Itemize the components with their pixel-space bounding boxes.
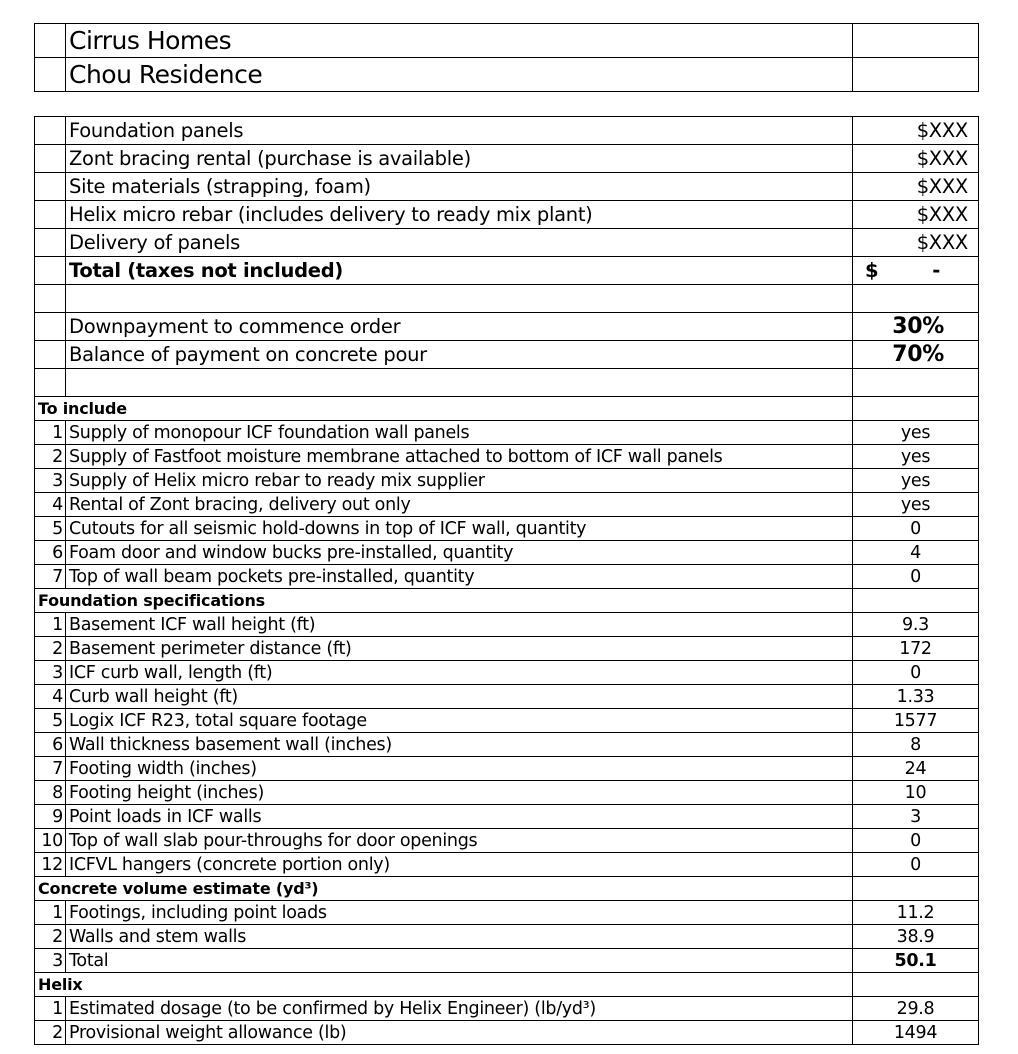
table-row	[35, 733, 979, 757]
row-number: 1	[35, 997, 66, 1021]
empty-cell	[853, 397, 979, 421]
quote-table	[34, 116, 979, 1045]
row-label: Supply of Fastfoot moisture membrane attached to bottom of ICF wall panels	[66, 445, 853, 469]
table-row	[35, 541, 979, 565]
table-row	[35, 517, 979, 541]
row-value: 0	[853, 565, 979, 589]
quote-item-label: Zont bracing rental (purchase is available)	[66, 145, 853, 173]
row-label: Supply of Helix micro rebar to ready mix supplier	[66, 469, 853, 493]
empty-cell	[853, 369, 979, 397]
empty-cell	[35, 117, 66, 145]
table-row	[35, 637, 979, 661]
total-label: Total (taxes not included)	[66, 257, 853, 285]
row-label: Top of wall slab pour-throughs for door openings	[66, 829, 853, 853]
empty-cell	[35, 229, 66, 257]
row-number: 7	[35, 565, 66, 589]
row-value: 1494	[853, 1021, 979, 1045]
total-value: -	[932, 259, 940, 282]
row-number: 1	[35, 901, 66, 925]
row-number: 2	[35, 637, 66, 661]
table-row	[35, 613, 979, 637]
row-number: 3	[35, 661, 66, 685]
empty-cell	[853, 973, 979, 997]
table-row	[35, 709, 979, 733]
row-value: 172	[853, 637, 979, 661]
row-value: 0	[853, 829, 979, 853]
row-number: 5	[35, 517, 66, 541]
row-value: 50.1	[853, 949, 979, 973]
downpayment-label: Downpayment to commence order	[66, 313, 853, 341]
balance-percent: 70%	[853, 341, 979, 369]
row-label: Wall thickness basement wall (inches)	[66, 733, 853, 757]
empty-cell	[853, 589, 979, 613]
section-header	[35, 973, 979, 997]
row-number: 2	[35, 1021, 66, 1045]
row-number: 3	[35, 949, 66, 973]
row-label: Provisional weight allowance (lb)	[66, 1021, 853, 1045]
spacer-row	[35, 369, 979, 397]
quote-item-amount: $XXX	[853, 145, 979, 173]
row-value: 4	[853, 541, 979, 565]
row-label: Cutouts for all seismic hold-downs in top of ICF wall, quantity	[66, 517, 853, 541]
header-table	[34, 23, 979, 92]
table-row	[35, 445, 979, 469]
table-row	[35, 901, 979, 925]
company-row	[35, 24, 979, 58]
row-number: 6	[35, 733, 66, 757]
row-value: 9.3	[853, 613, 979, 637]
downpayment-percent: 30%	[853, 313, 979, 341]
table-row	[35, 685, 979, 709]
row-value: 0	[853, 853, 979, 877]
row-label: Footings, including point loads	[66, 901, 853, 925]
row-number: 2	[35, 925, 66, 949]
quote-item-label: Foundation panels	[66, 117, 853, 145]
empty-cell	[35, 145, 66, 173]
section-title: Helix	[35, 973, 853, 997]
section-header	[35, 397, 979, 421]
row-label: Rental of Zont bracing, delivery out only	[66, 493, 853, 517]
empty-cell	[853, 24, 979, 58]
table-row	[35, 781, 979, 805]
empty-cell	[35, 58, 66, 92]
company-name: Cirrus Homes	[66, 24, 853, 58]
table-row	[35, 925, 979, 949]
row-number: 4	[35, 493, 66, 517]
row-value: yes	[853, 421, 979, 445]
row-value: 24	[853, 757, 979, 781]
quote-item-amount: $XXX	[853, 117, 979, 145]
table-row	[35, 757, 979, 781]
empty-cell	[35, 369, 66, 397]
quote-item-label: Delivery of panels	[66, 229, 853, 257]
empty-cell	[35, 173, 66, 201]
row-number: 5	[35, 709, 66, 733]
row-label: Point loads in ICF walls	[66, 805, 853, 829]
empty-cell	[853, 58, 979, 92]
row-value: 0	[853, 517, 979, 541]
row-number: 6	[35, 541, 66, 565]
row-value: yes	[853, 445, 979, 469]
row-label: Estimated dosage (to be confirmed by Helix Engineer) (lb/yd³)	[66, 997, 853, 1021]
empty-cell	[35, 24, 66, 58]
row-number: 10	[35, 829, 66, 853]
row-label: Foam door and window bucks pre-installed, quantity	[66, 541, 853, 565]
row-label: Basement ICF wall height (ft)	[66, 613, 853, 637]
project-name: Chou Residence	[66, 58, 853, 92]
row-value: 38.9	[853, 925, 979, 949]
empty-cell	[35, 313, 66, 341]
row-value: 8	[853, 733, 979, 757]
row-value: 3	[853, 805, 979, 829]
row-label: Footing width (inches)	[66, 757, 853, 781]
row-number: 8	[35, 781, 66, 805]
quote-item-amount: $XXX	[853, 229, 979, 257]
table-row	[35, 829, 979, 853]
row-value: yes	[853, 469, 979, 493]
section-header	[35, 877, 979, 901]
spacer-row	[35, 285, 979, 313]
row-label: Curb wall height (ft)	[66, 685, 853, 709]
table-row	[35, 661, 979, 685]
balance-label: Balance of payment on concrete pour	[66, 341, 853, 369]
row-label: Basement perimeter distance (ft)	[66, 637, 853, 661]
table-row	[35, 853, 979, 877]
row-number: 12	[35, 853, 66, 877]
row-number: 4	[35, 685, 66, 709]
total-currency: $	[865, 259, 879, 282]
row-label: Top of wall beam pockets pre-installed, quantity	[66, 565, 853, 589]
quote-item-row	[35, 173, 979, 201]
table-row	[35, 1021, 979, 1045]
section-header	[35, 589, 979, 613]
table-row	[35, 493, 979, 517]
row-label: ICFVL hangers (concrete portion only)	[66, 853, 853, 877]
empty-cell	[35, 341, 66, 369]
empty-cell	[66, 369, 853, 397]
total-row	[35, 257, 979, 285]
balance-row	[35, 341, 979, 369]
empty-cell	[66, 285, 853, 313]
empty-cell	[35, 201, 66, 229]
row-value: 1.33	[853, 685, 979, 709]
row-number: 9	[35, 805, 66, 829]
quote-item-row	[35, 145, 979, 173]
quote-item-label: Helix micro rebar (includes delivery to ready mix plant)	[66, 201, 853, 229]
row-label: Walls and stem walls	[66, 925, 853, 949]
row-value: 11.2	[853, 901, 979, 925]
row-label: Total	[66, 949, 853, 973]
row-value: 0	[853, 661, 979, 685]
row-value: 1577	[853, 709, 979, 733]
empty-cell	[35, 257, 66, 285]
quote-item-amount: $XXX	[853, 173, 979, 201]
quote-item-row	[35, 229, 979, 257]
row-value: 10	[853, 781, 979, 805]
empty-cell	[853, 285, 979, 313]
row-value: yes	[853, 493, 979, 517]
table-row	[35, 805, 979, 829]
quote-item-amount: $XXX	[853, 201, 979, 229]
quote-item-row	[35, 117, 979, 145]
project-row	[35, 58, 979, 92]
empty-cell	[853, 877, 979, 901]
quote-item-row	[35, 201, 979, 229]
row-label: Logix ICF R23, total square footage	[66, 709, 853, 733]
downpayment-row	[35, 313, 979, 341]
total-amount	[853, 257, 979, 285]
quote-item-label: Site materials (strapping, foam)	[66, 173, 853, 201]
table-row	[35, 949, 979, 973]
empty-cell	[35, 285, 66, 313]
section-title: Foundation specifications	[35, 589, 853, 613]
table-row	[35, 469, 979, 493]
row-number: 3	[35, 469, 66, 493]
row-label: Footing height (inches)	[66, 781, 853, 805]
table-row	[35, 421, 979, 445]
row-value: 29.8	[853, 997, 979, 1021]
row-label: ICF curb wall, length (ft)	[66, 661, 853, 685]
section-title: Concrete volume estimate (yd³)	[35, 877, 853, 901]
row-number: 1	[35, 421, 66, 445]
row-number: 7	[35, 757, 66, 781]
table-row	[35, 997, 979, 1021]
table-row	[35, 565, 979, 589]
row-label: Supply of monopour ICF foundation wall panels	[66, 421, 853, 445]
section-title: To include	[35, 397, 853, 421]
row-number: 1	[35, 613, 66, 637]
row-number: 2	[35, 445, 66, 469]
